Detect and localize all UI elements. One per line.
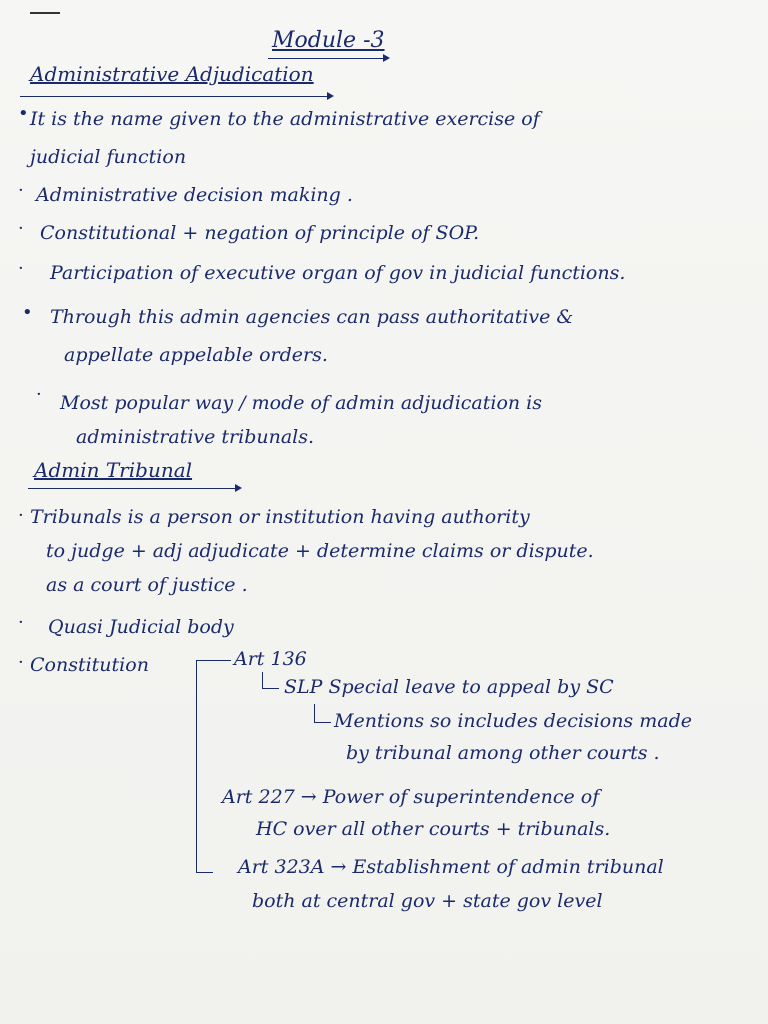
section1-underline-arrow bbox=[20, 96, 332, 97]
bullet: • bbox=[22, 302, 33, 323]
s1-line-8: Most popular way / mode of admin adjudication is bbox=[60, 392, 543, 414]
s2-slp: SLP Special leave to appeal by SC bbox=[284, 676, 614, 698]
page-title: Module -3 bbox=[272, 28, 385, 53]
bullet: · bbox=[18, 180, 24, 201]
s1-line-5: Participation of executive organ of gov in judicial functions. bbox=[50, 262, 626, 284]
bullet: · bbox=[18, 505, 24, 526]
s1-line-6: Through this admin agencies can pass authoritative & bbox=[50, 306, 574, 328]
s1-line-4: Constitutional + negation of principle of SOP. bbox=[40, 222, 480, 244]
s1-line-7: appellate appelable orders. bbox=[64, 344, 328, 366]
bullet: • bbox=[18, 103, 29, 124]
s2-mentions: Mentions so includes decisions made bbox=[334, 710, 692, 732]
s1-line-1: It is the name given to the administrative exercise of bbox=[30, 108, 540, 130]
bullet: · bbox=[18, 218, 24, 239]
section2-underline-arrow bbox=[28, 488, 240, 489]
tree-brace bbox=[196, 660, 231, 873]
section1-heading: Administrative Adjudication bbox=[30, 62, 314, 86]
tree-hook bbox=[314, 704, 331, 723]
s2-line-5: Constitution bbox=[30, 654, 149, 676]
bullet: · bbox=[18, 258, 24, 279]
s2-line-2: to judge + adj adjudicate + determine claims or dispute. bbox=[46, 540, 594, 562]
s2-art-323a: Art 323A → Establishment of admin tribunal bbox=[238, 856, 664, 878]
s2-central-state: both at central gov + state gov level bbox=[252, 890, 603, 912]
tree-hook bbox=[262, 672, 279, 689]
s2-line-1: Tribunals is a person or institution having authority bbox=[30, 506, 530, 528]
top-rule bbox=[30, 12, 60, 14]
s2-by-tribunal: by tribunal among other courts . bbox=[346, 742, 660, 764]
s2-line-3: as a court of justice . bbox=[46, 574, 248, 596]
s2-art-136: Art 136 bbox=[234, 648, 307, 670]
s1-line-3: Administrative decision making . bbox=[36, 184, 353, 206]
s2-line-4: Quasi Judicial body bbox=[48, 616, 234, 638]
bullet: · bbox=[36, 384, 42, 405]
s2-art-227: Art 227 → Power of superintendence of bbox=[222, 786, 600, 808]
s1-line-2: judicial function bbox=[30, 146, 187, 168]
s2-hc-courts: HC over all other courts + tribunals. bbox=[256, 818, 611, 840]
s1-line-9: administrative tribunals. bbox=[76, 426, 315, 448]
tree-hook bbox=[196, 856, 213, 873]
section2-heading: Admin Tribunal bbox=[34, 458, 193, 482]
bullet: · bbox=[18, 652, 24, 673]
bullet: · bbox=[18, 612, 24, 633]
title-underline-arrow bbox=[268, 58, 388, 59]
